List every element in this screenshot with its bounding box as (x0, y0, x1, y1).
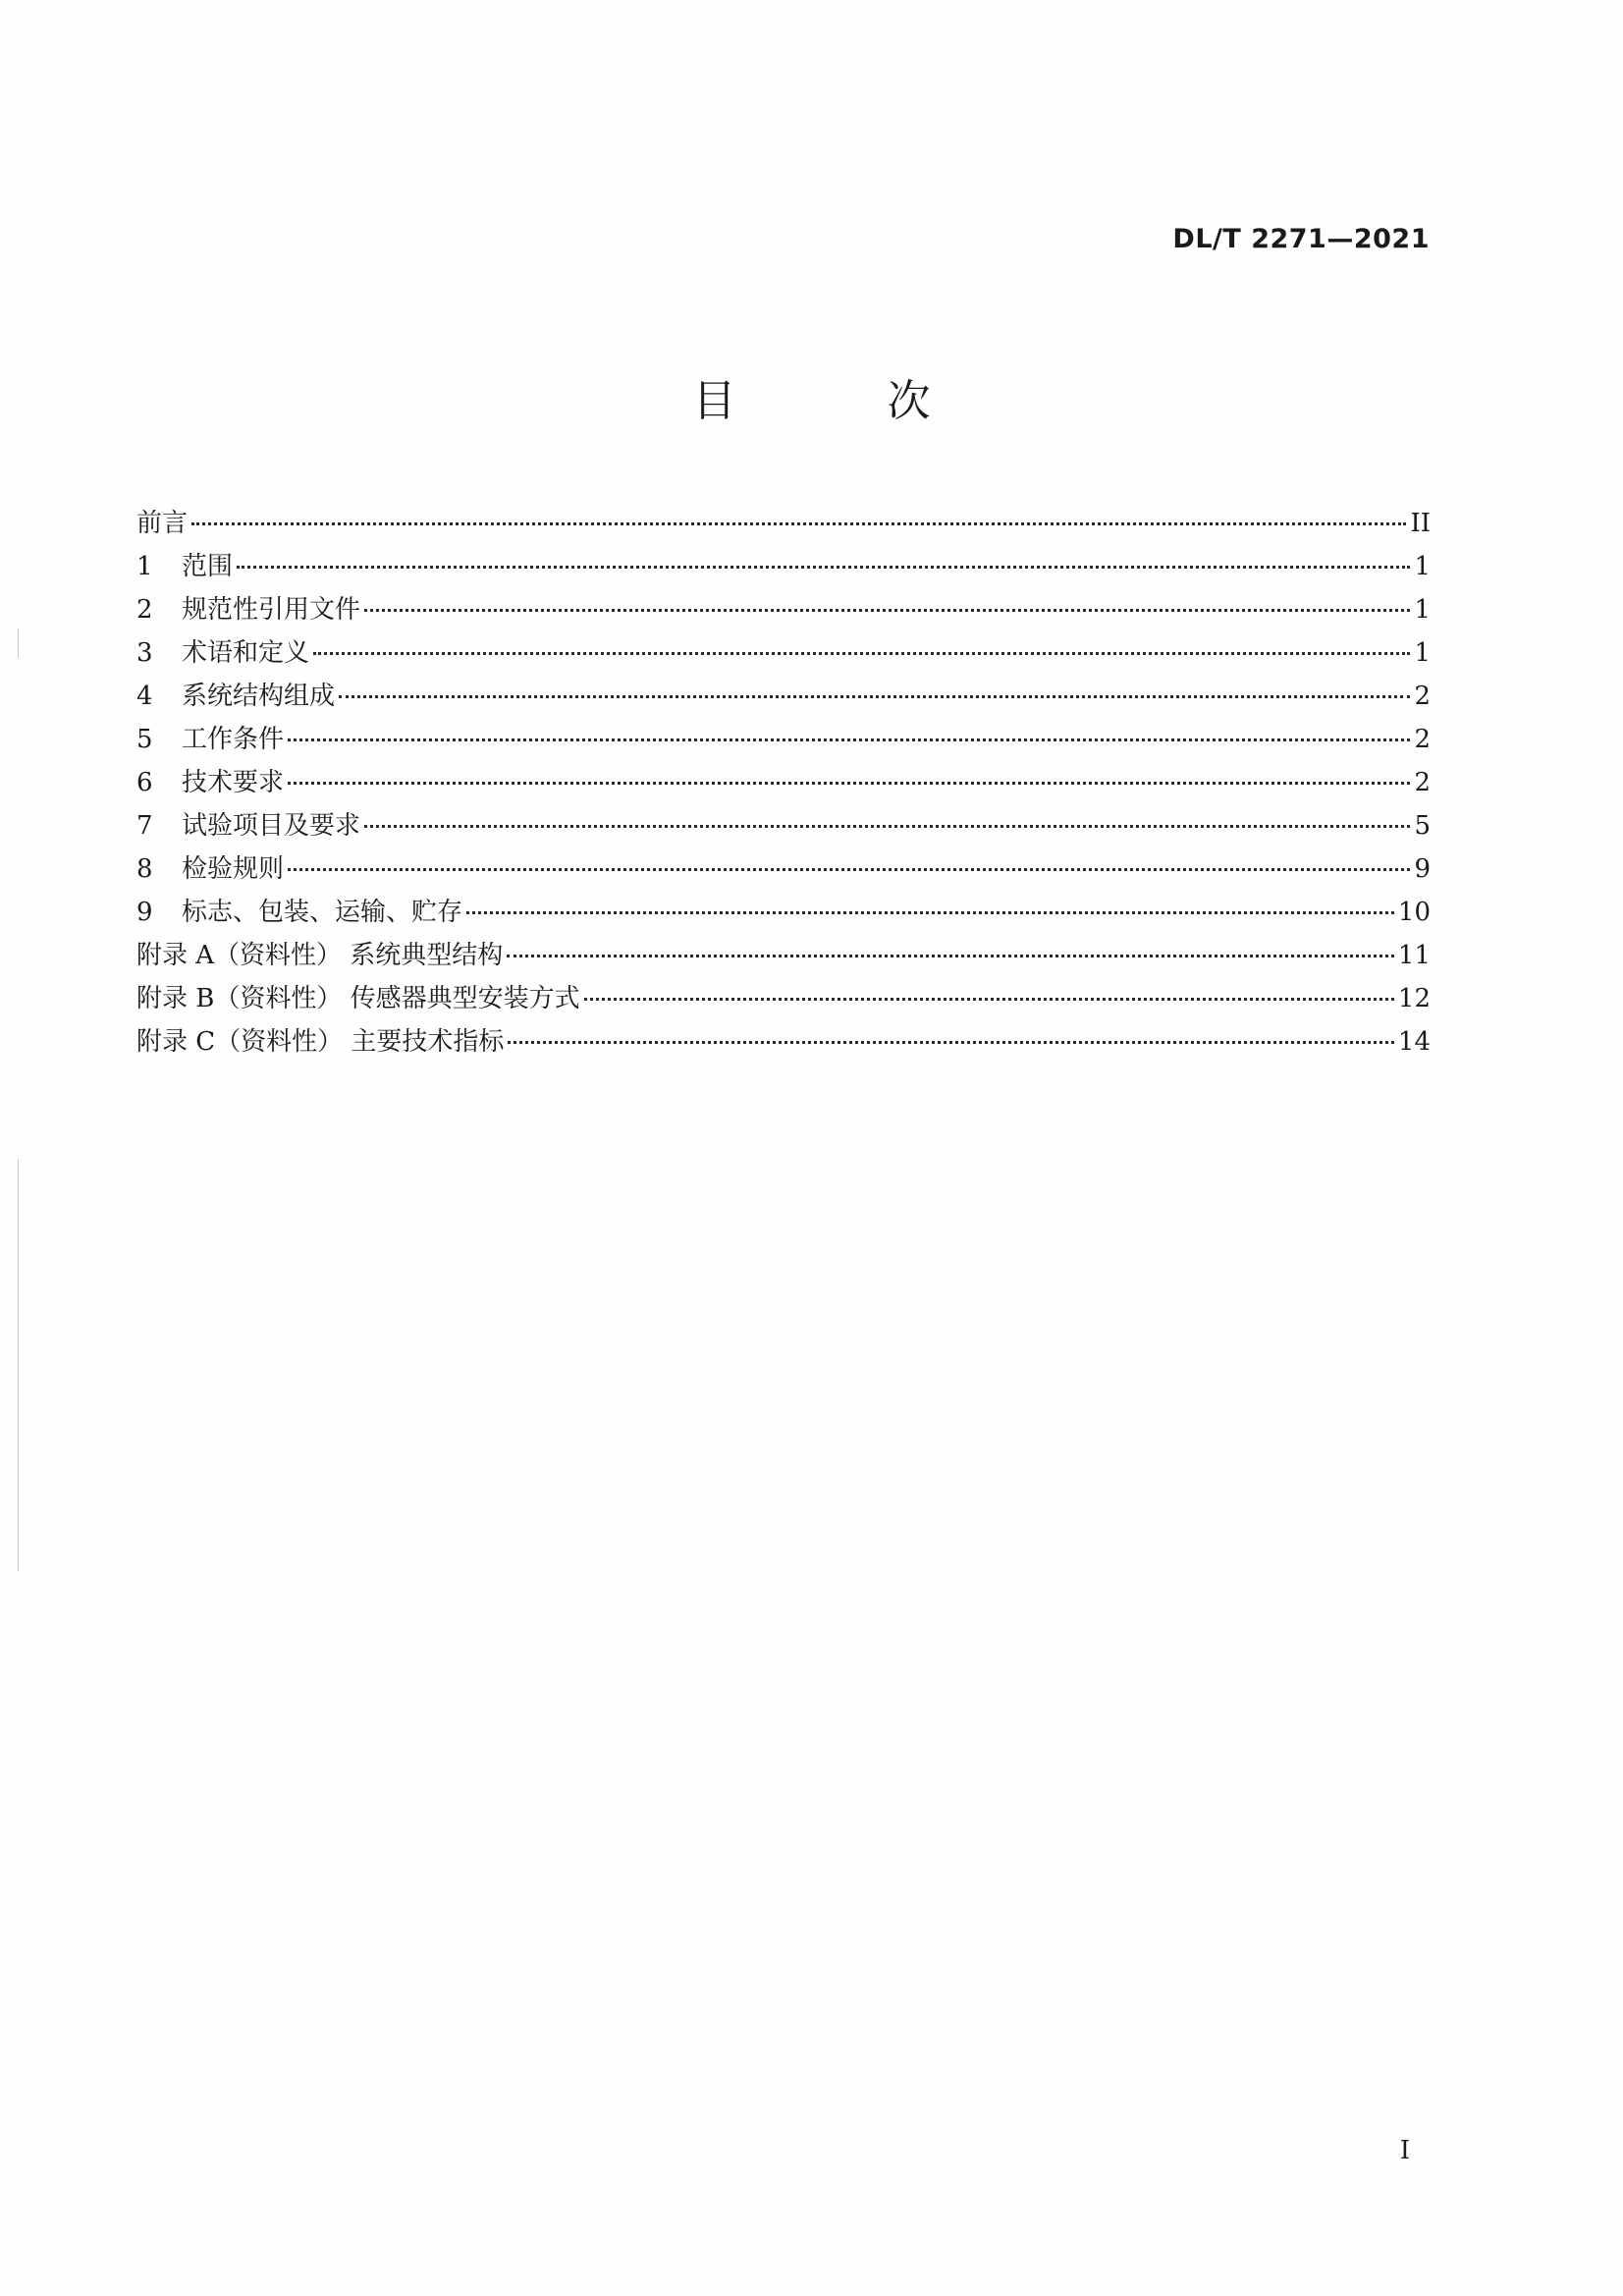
toc-entry-text: 工作条件 (182, 725, 285, 754)
toc-entry[interactable] (136, 848, 1431, 892)
toc-entry-page: 2 (1414, 725, 1431, 754)
toc-dot-leader (313, 652, 1410, 655)
toc-dot-leader (191, 522, 1406, 525)
toc-entry-page: 11 (1397, 941, 1431, 970)
toc-entry-page: 5 (1414, 811, 1431, 841)
toc-entry-page: 12 (1397, 984, 1431, 1013)
toc-entry-page: 2 (1414, 768, 1431, 797)
toc-entry-page: 2 (1414, 682, 1431, 711)
toc-entry[interactable] (136, 676, 1431, 719)
toc-dot-leader (364, 825, 1410, 828)
toc-entry-text: 附录 B（资料性） 传感器典型安装方式 (136, 984, 580, 1013)
toc-dot-leader (507, 955, 1394, 957)
toc-entry-text: 规范性引用文件 (182, 595, 361, 625)
toc-entry-text: 附录 A（资料性） 系统典型结构 (136, 941, 504, 970)
table-of-contents (136, 503, 1431, 1065)
toc-dot-leader (339, 695, 1410, 698)
toc-entry-number: 1 (136, 552, 153, 581)
toc-entry-page: 14 (1397, 1027, 1431, 1057)
toc-entry-page: 1 (1414, 638, 1431, 668)
toc-entry-text: 试验项目及要求 (182, 811, 361, 841)
scan-edge-mark (18, 1159, 19, 1571)
toc-entry[interactable] (136, 935, 1431, 978)
toc-entry[interactable] (136, 503, 1431, 546)
toc-entry-number: 3 (136, 638, 153, 668)
toc-dot-leader (508, 1041, 1393, 1044)
toc-entry-number: 9 (136, 898, 153, 927)
toc-entry-number: 6 (136, 768, 153, 797)
toc-dot-leader (237, 566, 1410, 569)
toc-dot-leader (466, 911, 1394, 914)
toc-entry-number: 2 (136, 595, 153, 625)
toc-entry-text: 附录 C（资料性） 主要技术指标 (136, 1027, 505, 1057)
toc-entry[interactable] (136, 1021, 1431, 1065)
toc-entry[interactable] (136, 978, 1431, 1021)
toc-entry-page: 9 (1414, 854, 1431, 884)
toc-dot-leader (288, 782, 1410, 785)
toc-dot-leader (364, 609, 1410, 612)
toc-entry-number: 4 (136, 682, 153, 711)
toc-dot-leader (288, 868, 1410, 871)
page-number: I (1399, 2136, 1410, 2165)
toc-entry-text: 标志、包装、运输、贮存 (182, 898, 463, 927)
toc-entry[interactable] (136, 805, 1431, 848)
toc-entry-number: 5 (136, 725, 153, 754)
toc-entry[interactable] (136, 719, 1431, 762)
toc-entry[interactable] (136, 632, 1431, 676)
toc-entry-text: 技术要求 (182, 768, 285, 797)
toc-entry-number: 8 (136, 854, 153, 884)
toc-entry-text: 前言 (136, 509, 189, 538)
toc-entry[interactable] (136, 546, 1431, 589)
scan-edge-mark (18, 629, 19, 658)
toc-entry-number: 7 (136, 811, 153, 841)
toc-entry-page: 1 (1414, 595, 1431, 625)
toc-entry-page: 1 (1414, 552, 1431, 581)
toc-entry[interactable] (136, 892, 1431, 935)
toc-entry-text: 系统结构组成 (182, 682, 336, 711)
toc-dot-leader (288, 738, 1410, 741)
toc-dot-leader (584, 998, 1394, 1001)
toc-entry-text: 术语和定义 (182, 638, 310, 668)
toc-entry[interactable] (136, 589, 1431, 632)
toc-entry-page: 10 (1397, 898, 1431, 927)
toc-entry-text: 范围 (182, 552, 234, 581)
toc-entry-text: 检验规则 (182, 854, 285, 884)
toc-entry[interactable] (136, 762, 1431, 805)
toc-title: 目 次 (692, 376, 1000, 426)
document-code: DL/T 2271—2021 (1172, 224, 1430, 254)
toc-entry-page: II (1410, 509, 1431, 538)
